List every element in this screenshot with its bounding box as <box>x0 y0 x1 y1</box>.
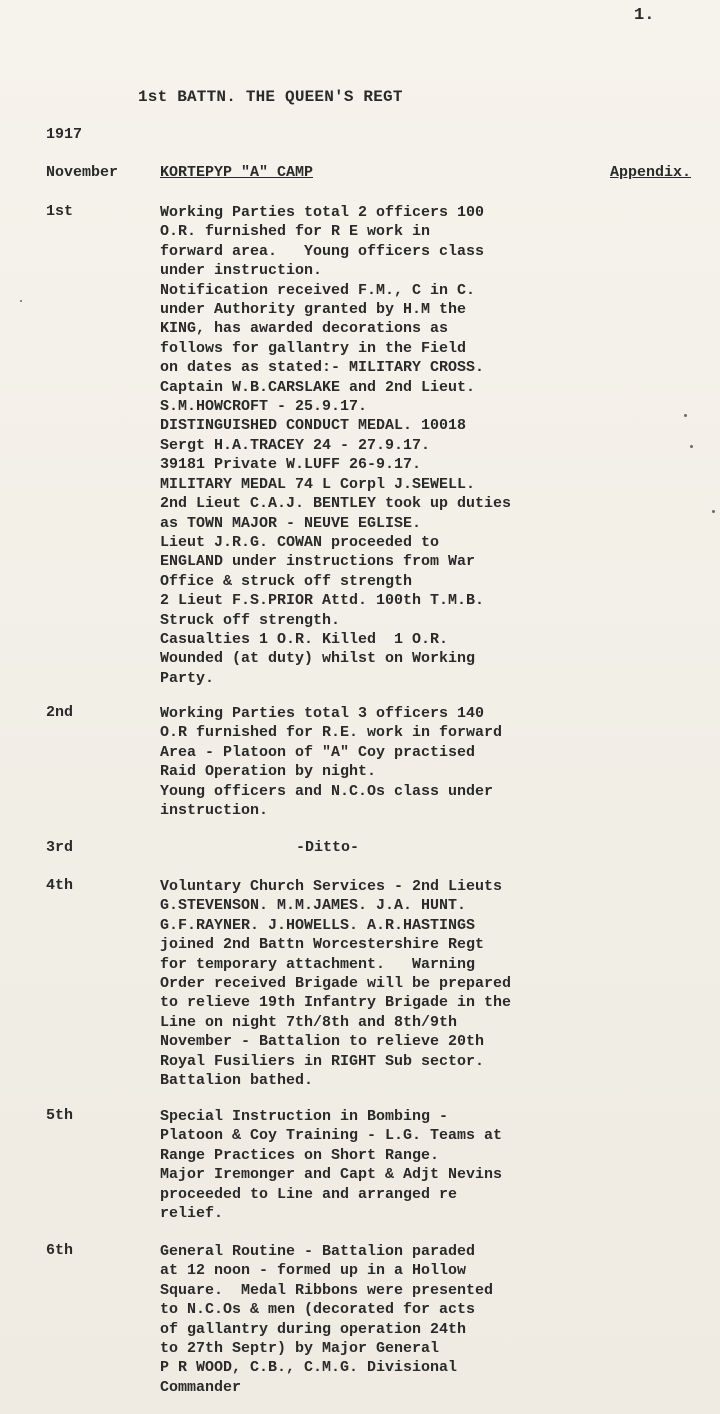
entry-line: for temporary attachment. Warning <box>160 955 476 973</box>
entry-date: 2nd <box>46 704 74 721</box>
entry-line: joined 2nd Battn Worcestershire Regt <box>160 936 485 954</box>
entry-line: forward area. Young officers class <box>160 242 485 260</box>
entry-line: 2 Lieut F.S.PRIOR Attd. 100th T.M.B. <box>160 592 485 610</box>
year-label: 1917 <box>46 126 83 143</box>
entry-line: S.M.HOWCROFT - 25.9.17. <box>160 398 368 416</box>
document-title: 1st BATTN. THE QUEEN'S REGT <box>138 88 403 106</box>
entry-line: Voluntary Church Services - 2nd Lieuts <box>160 878 503 895</box>
location-heading: KORTEPYP "A" CAMP <box>160 164 314 181</box>
entry-line: Young officers and N.C.Os class under <box>160 782 494 800</box>
entry-line: Office & struck off strength <box>160 572 413 590</box>
month-label: November <box>46 164 119 181</box>
entry-line: ENGLAND under instructions from War <box>160 553 476 571</box>
entry-line: to relieve 19th Infantry Brigade in the <box>160 994 512 1012</box>
entry-line: Wounded (at duty) whilst on Working <box>160 650 476 668</box>
entry-line: Square. Medal Ribbons were presented <box>160 1281 494 1299</box>
entry-line: KING, has awarded decorations as <box>160 320 449 338</box>
entry-line: as TOWN MAJOR - NEUVE EGLISE. <box>160 514 422 532</box>
appendix-heading: Appendix. <box>610 164 692 181</box>
entry-line: to 27th Septr) by Major General <box>160 1340 440 1358</box>
entry-line: to N.C.Os & men (decorated for acts <box>160 1301 476 1319</box>
entry-line: Struck off strength. <box>160 611 341 629</box>
entry-body <box>160 877 511 1090</box>
entry-date: 3rd <box>46 839 74 856</box>
entry-line: Order received Brigade will be prepared <box>160 975 512 993</box>
entry-line: O.R. furnished for R E work in <box>160 223 431 241</box>
entry-line: General Routine - Battalion paraded <box>160 1243 476 1260</box>
entry-body <box>160 203 511 688</box>
ditto-mark: -Ditto- <box>296 839 360 856</box>
entry-line: Range Practices on Short Range. <box>160 1146 440 1164</box>
entry-line: Line on night 7th/8th and 8th/9th <box>160 1013 458 1031</box>
entry-body <box>160 1107 502 1223</box>
entry-line: O.R furnished for R.E. work in forward <box>160 724 503 742</box>
entry-line: Lieut J.R.G. COWAN proceeded to <box>160 533 440 551</box>
entry-date: 1st <box>46 203 74 220</box>
entry-line: Platoon & Coy Training - L.G. Teams at <box>160 1127 503 1145</box>
entry-line: Raid Operation by night. <box>160 763 377 781</box>
paper-speck <box>712 510 715 513</box>
entry-line: Area - Platoon of "A" Coy practised <box>160 743 476 761</box>
entry-line: Sergt H.A.TRACEY 24 - 27.9.17. <box>160 436 431 454</box>
entry-line: Commander <box>160 1378 242 1396</box>
entry-line: Casualties 1 O.R. Killed 1 O.R. <box>160 630 449 648</box>
entry-line: P R WOOD, C.B., C.M.G. Divisional <box>160 1359 458 1377</box>
entry-date: 4th <box>46 877 74 894</box>
entry-line: G.F.RAYNER. J.HOWELLS. A.R.HASTINGS <box>160 916 476 934</box>
entry-line: Notification received F.M., C in C. <box>160 281 476 299</box>
entry-line: relief. <box>160 1205 224 1223</box>
entry-line: DISTINGUISHED CONDUCT MEDAL. 10018 <box>160 417 467 435</box>
entry-body <box>160 704 502 820</box>
entry-line: Captain W.B.CARSLAKE and 2nd Lieut. <box>160 378 476 396</box>
entry-line: Major Iremonger and Capt & Adjt Nevins <box>160 1166 503 1184</box>
entry-line: 39181 Private W.LUFF 26-9.17. <box>160 456 422 474</box>
entry-body <box>160 1242 493 1397</box>
entry-line: Battalion bathed. <box>160 1072 314 1090</box>
entry-line: instruction. <box>160 802 269 820</box>
entry-line: MILITARY MEDAL 74 L Corpl J.SEWELL. <box>160 475 476 493</box>
entry-line: Special Instruction in Bombing - <box>160 1108 449 1125</box>
entry-line: of gallantry during operation 24th <box>160 1320 467 1338</box>
entry-date: 5th <box>46 1107 74 1124</box>
entry-line: follows for gallantry in the Field <box>160 339 467 357</box>
entry-line: Working Parties total 3 officers 140 <box>160 705 485 722</box>
entry-line: under Authority granted by H.M the <box>160 301 467 319</box>
entry-line: under instruction. <box>160 262 323 280</box>
entry-line: Royal Fusiliers in RIGHT Sub sector. <box>160 1052 485 1070</box>
entry-line: on dates as stated:- MILITARY CROSS. <box>160 359 485 377</box>
page-number: 1. <box>634 6 655 25</box>
paper-speck <box>20 300 22 302</box>
entry-line: Party. <box>160 669 215 687</box>
paper-speck <box>690 445 693 448</box>
entry-line: at 12 noon - formed up in a Hollow <box>160 1262 467 1280</box>
entry-date: 6th <box>46 1242 74 1259</box>
entry-line: November - Battalion to relieve 20th <box>160 1033 485 1051</box>
entry-line: G.STEVENSON. M.M.JAMES. J.A. HUNT. <box>160 897 467 915</box>
entry-line: 2nd Lieut C.A.J. BENTLEY took up duties <box>160 495 512 513</box>
paper-speck <box>684 414 687 417</box>
entry-line: proceeded to Line and arranged re <box>160 1185 458 1203</box>
entry-line: Working Parties total 2 officers 100 <box>160 204 485 221</box>
